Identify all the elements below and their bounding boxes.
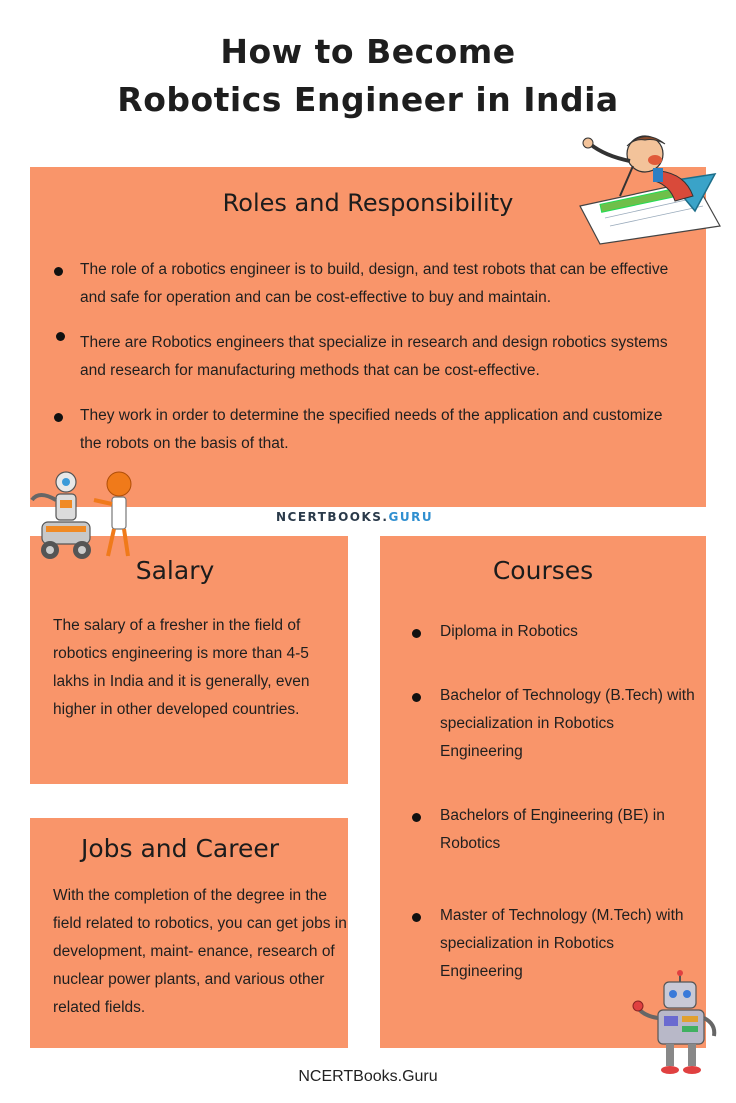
bullet-icon [412,629,421,638]
watermark [276,510,433,524]
list-item-text: Master of Technology (M.Tech) with specialization in Robotics Engineering [440,907,684,980]
jobs-text: With the completion of the degree in the field related to robotics, you can get jobs in development, maint- enance, research of nuclear power plants, and various other related fields. [53,887,347,1016]
courses-list [410,618,700,986]
small-robot-illustration [632,970,722,1078]
roles-list [52,256,688,475]
title-line-1: How to Become [220,32,516,71]
bullet-icon [54,413,63,422]
list-item [410,618,700,646]
list-item [410,682,700,766]
list-item-text: Bachelors of Engineering (BE) in Robotics [440,807,665,852]
watermark-part-1: NCERTBOOKS. [276,510,389,524]
page-title [0,28,736,124]
bullet-icon [412,913,421,922]
roles-heading: Roles and Responsibility [222,189,514,217]
salary-heading: Salary [135,556,215,585]
robots-illustration [24,470,142,562]
list-item-text: There are Robotics engineers that specialize in research and design robotics systems and research for manufacturing methods that can be cost-effective. [80,334,668,379]
list-item [52,256,688,312]
bullet-icon [412,813,421,822]
bullet-icon [54,267,63,276]
jobs-heading: Jobs and Career [80,834,280,863]
courses-heading: Courses [492,556,594,585]
salary-text: The salary of a fresher in the field of robotics engineering is more than 4-5 lakhs in India and it is generally, even higher in other developed countries. [53,617,310,718]
list-item-text: Diploma in Robotics [440,623,578,640]
list-item-text: Bachelor of Technology (B.Tech) with specialization in Robotics Engineering [440,687,695,760]
watermark-part-2: GURU [388,510,434,524]
list-item [410,802,700,858]
engineer-drafting-illustration [575,126,723,246]
list-item [52,402,688,458]
bullet-icon [56,332,65,341]
bullet-icon [412,693,421,702]
salary-panel [30,536,348,784]
title-line-2: Robotics Engineer in India [117,80,619,119]
list-item-text: They work in order to determine the specified needs of the application and customize the robots on the basis of that. [80,407,663,452]
list-item [52,329,688,385]
footer-site-name: NCERTBooks.Guru [298,1068,438,1085]
jobs-panel [30,818,348,1048]
list-item-text: The role of a robotics engineer is to build, design, and test robots that can be effective and safe for operation and can be cost-effective to buy and maintain. [80,261,669,306]
